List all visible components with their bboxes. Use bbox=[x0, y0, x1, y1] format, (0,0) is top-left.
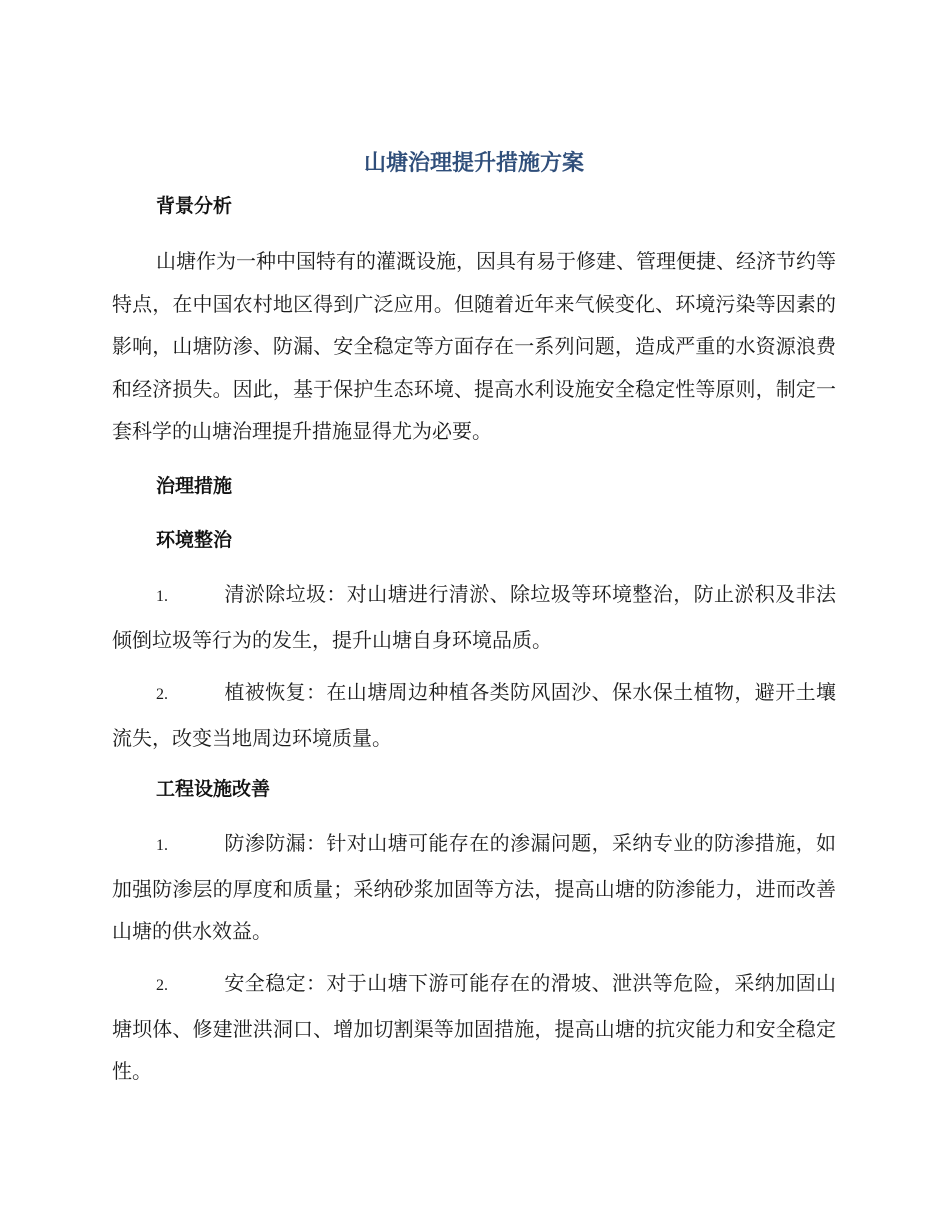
background-paragraph: 山塘作为一种中国特有的灌溉设施，因具有易于修建、管理便捷、经济节约等特点，在中国农村地区得到广泛应用。但随着近年来气候变化、环境污染等因素的影响，山塘防渗、防漏、安全稳定等方面存在一系列问题，造成严重的水资源浪费和经济损失。因此，基于保护生态环境、提高水利设施安全稳定性等原则，制定一套科学的山塘治理提升措施显得尤为必要。 bbox=[112, 249, 836, 443]
heading-environment: 环境整治 bbox=[156, 529, 233, 551]
heading-background: 背景分析 bbox=[156, 195, 233, 217]
list-item-number: 2. bbox=[156, 686, 168, 703]
list-item bbox=[112, 962, 836, 1093]
document-title: 山塘治理提升措施方案 bbox=[363, 151, 584, 176]
heading-engineering: 工程设施改善 bbox=[156, 778, 271, 800]
list-item-text: 清淤除垃圾：对山塘进行清淤、除垃圾等环境整治，防止淤积及非法倾倒垃圾等行为的发生，提升山塘自身环境品质。 bbox=[112, 582, 836, 652]
list-item-number: 1. bbox=[156, 837, 168, 854]
list-item bbox=[112, 573, 836, 661]
heading-measures: 治理措施 bbox=[156, 475, 233, 497]
list-item-text: 植被恢复：在山塘周边种植各类防风固沙、保水保土植物，避开土壤流失，改变当地周边环境质量。 bbox=[112, 680, 836, 750]
list-item-text: 安全稳定：对于山塘下游可能存在的滑坡、泄洪等危险，采纳加固山塘坝体、修建泄洪洞口、增加切割渠等加固措施，提高山塘的抗灾能力和安全稳定性。 bbox=[112, 971, 836, 1083]
list-item-number: 2. bbox=[156, 977, 168, 994]
list-item bbox=[112, 822, 836, 953]
list-item-text: 防渗防漏：针对山塘可能存在的渗漏问题，采纳专业的防渗措施，如加强防渗层的厚度和质量；采纳砂浆加固等方法，提高山塘的防渗能力，进而改善山塘的供水效益。 bbox=[112, 831, 836, 943]
list-item-number: 1. bbox=[156, 588, 168, 605]
list-item bbox=[112, 671, 836, 759]
